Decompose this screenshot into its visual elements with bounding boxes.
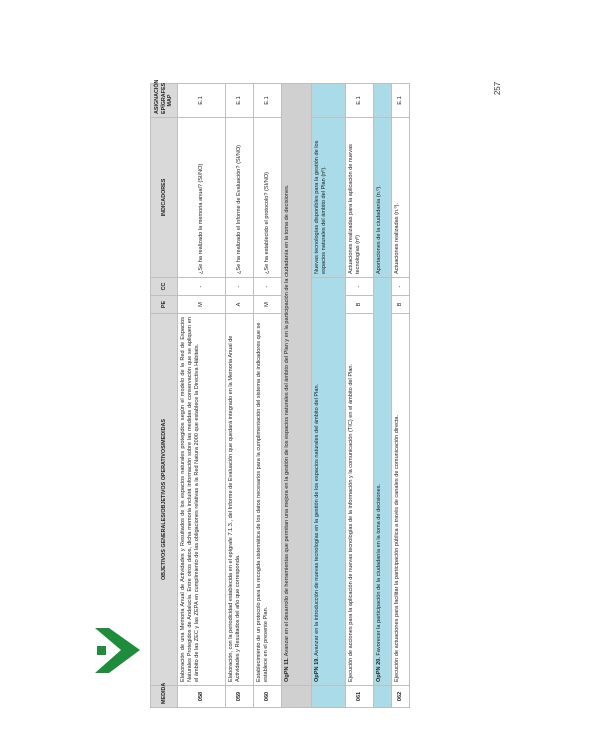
measure-pe: M bbox=[254, 296, 282, 314]
operative-text: Avanzar en la introducción de nuevas tecnologías en la gestión de los espacios naturales del ámbito del Plan. bbox=[314, 383, 320, 658]
operative-indicator: Aportaciones de la ciudadanía (n.º). bbox=[374, 118, 392, 278]
table-row bbox=[226, 84, 254, 708]
measure-text: Establecimiento de un protocolo para la recogida sistemática de los datos necesarios para la cumplimentación del sistema de indicadores que se establece en el presente Plan. bbox=[254, 314, 282, 686]
measure-map: E.1 bbox=[254, 84, 282, 118]
measure-text: Elaboración, con la periodicidad establecida en el epígrafe 7.1.3., del Informe de Evaluación que quedará integrado en la Memoria Anual de Actividades y Resultados del año que corresponda. bbox=[226, 314, 254, 686]
measure-code: 061 bbox=[346, 686, 374, 708]
page-number: 257 bbox=[493, 81, 503, 96]
header-cc: CC bbox=[151, 278, 178, 296]
header-pe: PE bbox=[151, 296, 178, 314]
header-asignacion: ASIGNACIÓN EPÍGRAFES MAP bbox=[151, 84, 178, 118]
measure-pe: B bbox=[346, 296, 374, 314]
measure-cc: - bbox=[226, 278, 254, 296]
measure-cc: - bbox=[178, 278, 226, 296]
operative-spacer bbox=[312, 686, 346, 708]
measure-cc: - bbox=[392, 278, 410, 296]
header-objetivos: OBJETIVOS GENERALES/OBJETIVOS OPERATIVOS/MEDIDAS bbox=[151, 314, 178, 686]
general-objective-row bbox=[282, 84, 312, 708]
operative-spacer bbox=[374, 686, 392, 708]
operative-objective-row bbox=[374, 84, 392, 708]
objective-spacer bbox=[282, 686, 312, 708]
measure-text: Ejecución de acciones para la aplicación de nuevas tecnologías de la información y la comunicación (TIC) en el ámbito del Plan. bbox=[346, 314, 374, 686]
operative-text: Favorecer la participación de la ciudadanía en la toma de decisiones. bbox=[376, 483, 382, 658]
measure-indicator: Actuaciones realizadas (n.º). bbox=[392, 118, 410, 278]
measure-map: E.1 bbox=[178, 84, 226, 118]
header-medida: MEDIDA bbox=[151, 686, 178, 708]
operative-map-spacer bbox=[312, 84, 346, 118]
general-objective bbox=[282, 84, 312, 686]
measure-text: Ejecución de actuaciones para facilitar la participación pública a través de canales de comunicación directa. bbox=[392, 314, 410, 686]
measure-pe: B bbox=[392, 296, 410, 314]
measure-indicator: ¿Se ha realizado la memoria anual? (SI/NO) bbox=[178, 118, 226, 278]
measure-cc: - bbox=[346, 278, 374, 296]
measure-code: 060 bbox=[254, 686, 282, 708]
rotated-table-container bbox=[150, 79, 490, 708]
measure-code: 059 bbox=[226, 686, 254, 708]
table-row bbox=[392, 84, 410, 708]
measure-map: E.1 bbox=[392, 84, 410, 118]
table-row bbox=[346, 84, 374, 708]
measure-pe: M bbox=[178, 296, 226, 314]
table-header-row bbox=[151, 84, 178, 708]
measure-text: Elaboración de una Memoria Anual de Actividades y Resultados de los espacios naturales protegidos según el modelo de la Red de Espacios Naturales Protegidos de Andalucía. Entre otros datos, dicha memoria incluirá información sobre las medidas de conservación que se apliquen en el ámbito de las ZEC y las ZEPA en cumplimiento de las obligaciones relativas a la Red Natura 2000 que establece la Directiva Hábitats. bbox=[178, 314, 226, 686]
measure-cc: - bbox=[254, 278, 282, 296]
table-row bbox=[254, 84, 282, 708]
operative-label: OpPN 19. bbox=[314, 657, 320, 682]
measure-code: 062 bbox=[392, 686, 410, 708]
measure-map: E.1 bbox=[346, 84, 374, 118]
operative-map-spacer bbox=[374, 84, 392, 118]
table-row bbox=[178, 84, 226, 708]
measure-code: 058 bbox=[178, 686, 226, 708]
objective-text: Avanzar en el desarrollo de herramientas que permitan una mejora en la gestión de los espacios naturales del ámbito del Plan y en la participación de la ciudadanía en la toma de decisiones. bbox=[284, 184, 290, 658]
measures-table bbox=[150, 79, 410, 708]
measure-indicator: ¿Se ha realizado el Informe de Evaluación? (SI/NO) bbox=[226, 118, 254, 278]
operative-objective bbox=[312, 278, 346, 686]
objective-label: OgPN 11. bbox=[284, 657, 290, 682]
operative-label: OpPN 20. bbox=[376, 657, 382, 682]
junta-andalucia-logo bbox=[95, 628, 140, 673]
operative-objective-row bbox=[312, 84, 346, 708]
measure-pe: A bbox=[226, 296, 254, 314]
measure-indicator: Actuaciones realizadas para la aplicación de nuevas tecnologías (nº) bbox=[346, 118, 374, 278]
operative-objective bbox=[374, 278, 392, 686]
header-indicadores: INDICADORES bbox=[151, 118, 178, 278]
measure-indicator: ¿Se ha establecido el protocolo? (SI/NO) bbox=[254, 118, 282, 278]
operative-indicator: Nuevas tecnologías disponibles para la gestión de los espacios naturales del ámbito del Plan (nº). bbox=[312, 118, 346, 278]
measure-map: E.1 bbox=[226, 84, 254, 118]
